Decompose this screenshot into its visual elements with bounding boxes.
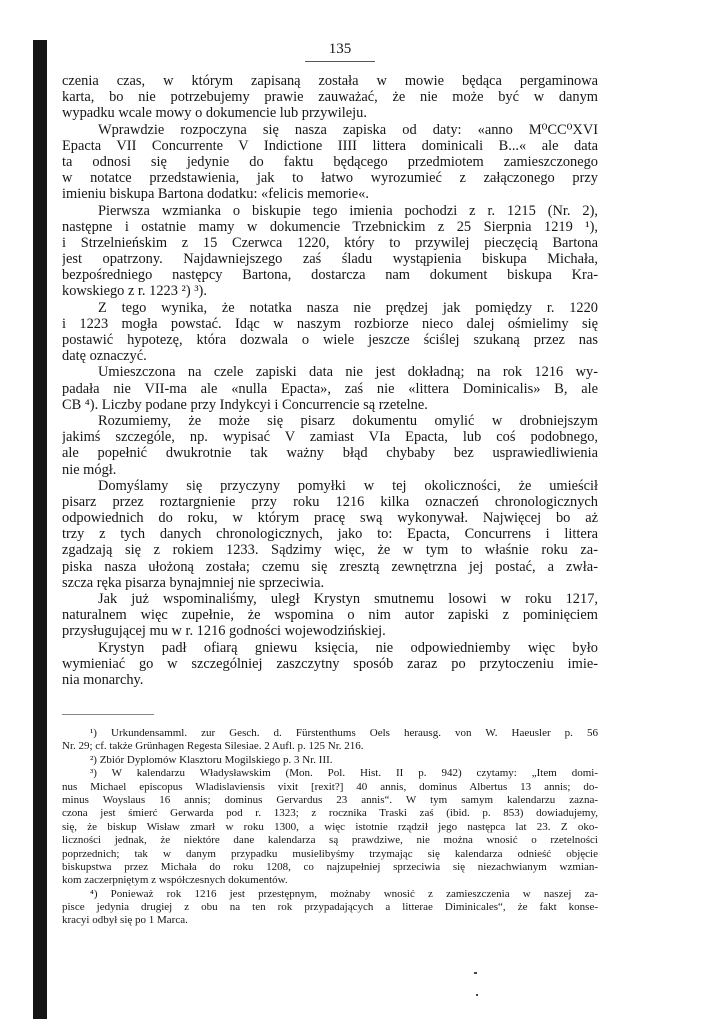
text-line: nie mógł. <box>62 461 117 478</box>
footnote-line: poprzednich; tak w danym przypadku musielibyśmy trzymając się kalendarza odnieść objęcie <box>62 847 598 860</box>
footnote-separator <box>62 714 154 715</box>
footnote-line: kom zaczerpniętym z współczesnych dokumentów. <box>62 874 288 887</box>
text-line: Jak już wspominaliśmy, uległ Krystyn smutnemu losowi w roku 1217, <box>98 591 598 607</box>
text-line: postawić hypotezę, która dozwala o wiele jeszcze ściślej szukaną przez nas <box>62 332 598 348</box>
text-line: odpowiednich do roku, w którym pracę swą wykonywał. Najwięcej bo aż <box>62 510 598 527</box>
scan-speck <box>474 972 477 974</box>
footnote-line: minus Woyslaus 16 annis; dominus Gervardus 23 annis“. W tym samym kalendarzu zazna- <box>62 793 598 806</box>
text-line: jakimś szczególe, np. wypisać V zamiast VIa Epacta, lub coś podobnego, <box>62 429 598 446</box>
text-line: CB ⁴). Liczby podane przy Indykcyi i Concurrencie są rzetelne. <box>62 396 428 413</box>
text-line: pisarz przez roztargnienie przy roku 1216 kilka oznaczeń chronologicznych <box>62 493 598 510</box>
text-line: Domyślamy się przyczyny pomyłki w tej okoliczności, że umieścił <box>98 477 598 494</box>
text-line: zgadzają się z rokiem 1233. Sądzimy więc, że w tym to właśnie roku za- <box>62 542 598 559</box>
text-line: jest opatrzony. Najdawniejszego zaś śladu wystąpienia biskupa Michała, <box>62 251 598 268</box>
text-line: Krystyn padł ofiarą gniewu księcia, nie odpowiedniemby więc było <box>98 639 598 656</box>
footnotes <box>62 727 598 928</box>
footnote-line: Nr. 29; cf. także Grünhagen Regesta Silesiae. 2 Aufl. p. 125 Nr. 216. <box>62 740 364 753</box>
main-text <box>62 73 598 688</box>
footnote-line: liczności jednak, że niektóre dane kalendarza są prawdziwe, nie można wnosić o rzetelności <box>62 834 598 847</box>
text-line: naturalnem więc zupełnie, że wspomina o nim autor zapiski z pominięciem <box>62 607 598 624</box>
text-line: czenia czas, w którym zapisaną została w mowie będąca pergaminowa <box>62 73 598 89</box>
text-line: datę oznaczyć. <box>62 348 147 365</box>
text-line: szcza ręka pisarza bynajmniej nie sprzeciwia. <box>62 574 325 591</box>
text-line: Epacta VII Concurrente V Indictione IIII littera dominicali B...« ale data <box>62 137 598 154</box>
text-line: następne i ostatnie mamy w dokumencie Trzebnickim z 25 Sierpnia 1219 ¹), <box>62 218 598 235</box>
text-line: Rozumiemy, że może się pisarz dokumentu omylić w drobniejszym <box>98 412 598 429</box>
text-line: ta odnosi się jedynie do faktu będącego przedmiotem zamieszczonego <box>62 153 598 170</box>
scan-speck <box>476 994 478 996</box>
text-line: i 1223 mogła powstać. Idąc w naszym rozbiorze nieco dalej ośmielimy się <box>62 315 598 332</box>
text-line: i Strzelnieńskim z 15 Czerwca 1220, który to przywilej pieczęcią Bartona <box>62 234 598 251</box>
text-line: przysługującej mu w r. 1216 godności wojewodzińskiej. <box>62 623 386 640</box>
text-line: imieniu biskupa Bartona dodatku: «felicis memorie«. <box>62 186 369 203</box>
footnote-line: czona jest śmierć Gerwarda pod r. 1323; z rocznika Traski zaś (ibid. p. 853) dowiadujemy, <box>62 807 598 820</box>
text-line: Wprawdzie rozpoczyna się nasza zapiska od daty: «anno M⁰CC⁰XVI <box>98 121 598 138</box>
footnote-line: ¹) Urkundensamml. zur Gesch. d. Fürstenthums Oels herausg. von W. Haeusler p. 56 <box>90 727 598 739</box>
text-line: kowskiego z r. 1223 ²) ³). <box>62 283 207 300</box>
text-line: Umieszczona na czele zapiski data nie jest dokładną; na rok 1216 wy- <box>98 364 598 381</box>
text-line: w notatce przedstawienia, jak to łatwo wyrozumieć z załączonego przy <box>62 170 598 187</box>
text-line: ale popełnić dwukrotnie tak ważny błąd chybaby bez usprawiedliwienia <box>62 445 598 462</box>
text-line: Pierwsza wzmianka o biskupie tego imienia pochodzi z r. 1215 (Nr. 2), <box>98 202 598 219</box>
text-line: piska nasza ułożoną została; czemu się zresztą zewnętrzna jej postać, a zwła- <box>62 558 598 575</box>
footnote-line: się, że biskup Wisław zmarł w roku 1300, a więc istotnie rządził jego następca lat 23. Z oko- <box>62 820 598 833</box>
text-line: nia monarchy. <box>62 671 144 688</box>
footnote-line: pisce jedynia drugiej z obu na ten rok przypadających a litterae Diminicales“, że fakt konse- <box>62 901 598 914</box>
text-line: trzy z tych danych chronologicznych, jako to: Epacta, Concurrens i littera <box>62 526 598 543</box>
text-line: padała nie VII-ma ale «nulla Epacta», zaś nie «littera Dominicalis» B, ale <box>62 380 598 397</box>
footnote-line: ³) W kalendarzu Władysławskim (Mon. Pol. Hist. II p. 942) czytamy: „Item domi- <box>90 767 598 780</box>
page-number-rule <box>305 61 375 62</box>
footnote-line: ⁴) Ponieważ rok 1216 jest przestępnym, możnaby wnosić z zamieszczenia w naszej za- <box>90 887 598 900</box>
scan-binding-edge <box>33 40 47 1019</box>
footnote-line: nus Michael episcopus Wladislaviensis vixit [rexit?] 40 annis, dominus Albertus 13 annis; do- <box>62 780 598 793</box>
text-line: karta, bo nie potrzebujemy prawie zauważać, że nie może być w danym <box>62 89 598 106</box>
text-line: wymieniać go w szczególniej zaszczytny sposób zaraz po przytoczeniu imie- <box>62 655 598 672</box>
text-line: bezpośredniego następcy Bartona, dostarcza nam dokument biskupa Kra- <box>62 267 598 284</box>
text-line: wypadku wcale mowy o dokumencie lub przywileju. <box>62 105 367 122</box>
footnote-line: ²) Zbiór Dyplomów Klasztoru Mogilskiego p. 3 Nr. III. <box>90 753 333 766</box>
page-number: 135 <box>328 41 352 57</box>
footnote-line: biskupstwa przez Michała do roku 1208, co najzupełniej sprzeciwia się niezachwianym wzmian- <box>62 860 598 873</box>
text-line: Z tego wynika, że notatka nasza nie prędzej jak pomiędzy r. 1220 <box>98 299 598 316</box>
footnote-line: kracyi odbył się po 1 Marca. <box>62 914 188 927</box>
